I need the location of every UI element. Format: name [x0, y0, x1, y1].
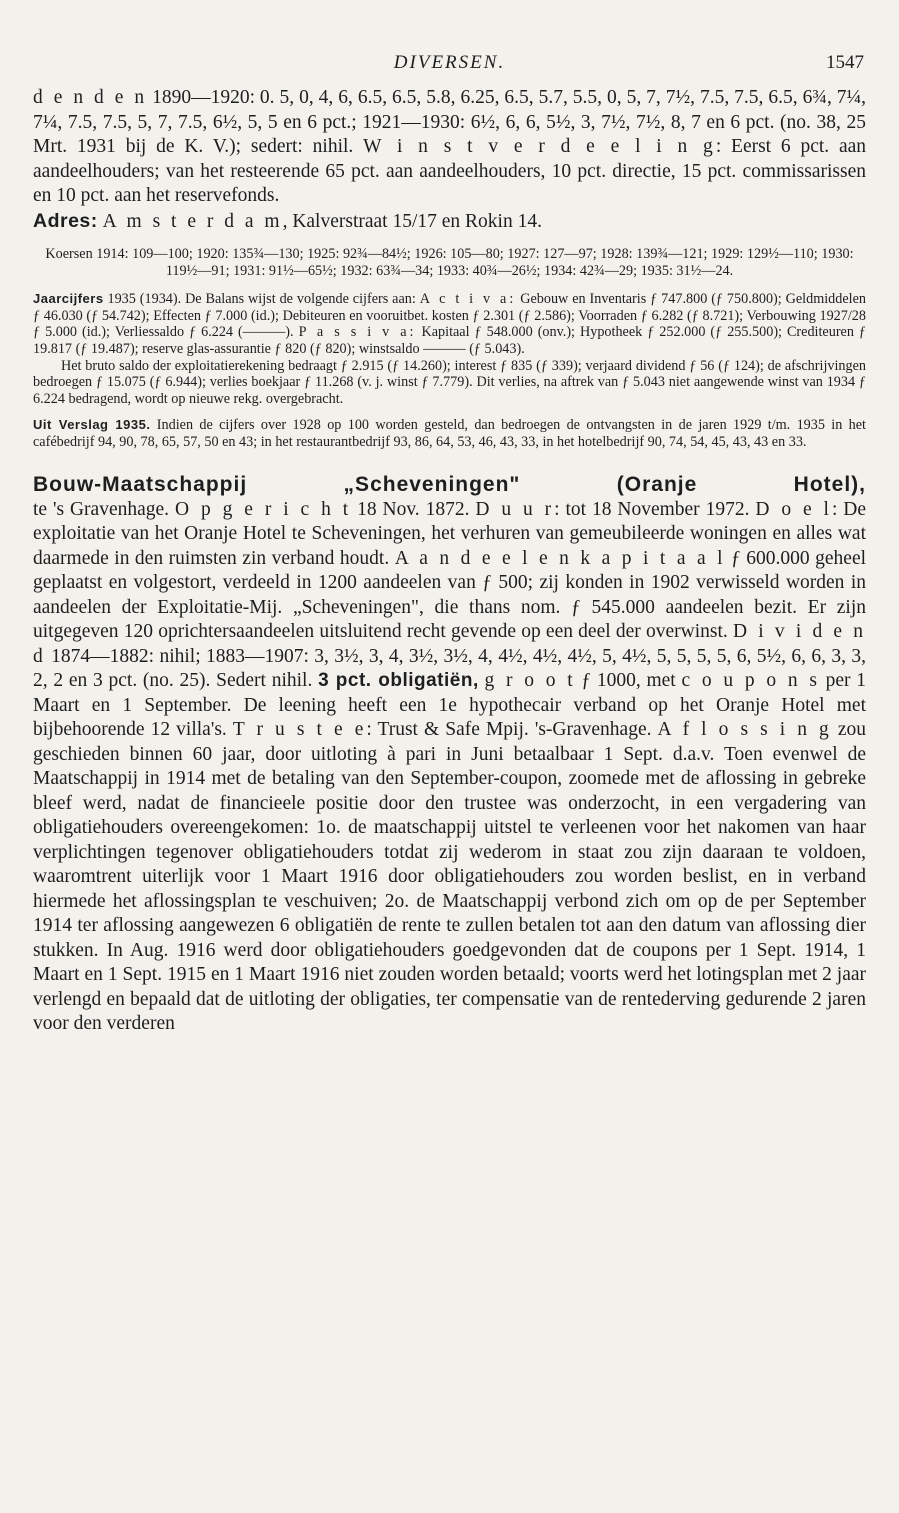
passiva-text: Kapitaal ƒ 548.000 (onv.); Hypotheek ƒ 252.000 (ƒ 255.500); Crediteuren ƒ 19.817 (ƒ 19.487); reserve glas-assurantie ƒ 820 (ƒ 820); winstsaldo ——— (ƒ 5.043).	[33, 324, 867, 357]
passiva-label: P a s s i v a:	[298, 324, 417, 341]
coupons-text: per 1 Maart en 1 September. De leening heeft een 1e hypothecair verband op het Oranje Hotel met bijbehoorende 12 villa's.	[33, 670, 867, 741]
trustee-text: : Trust & Safe Mpij. 's-Gravenhage.	[366, 719, 652, 741]
duur-label: D u u r	[475, 498, 555, 520]
doel-text: : De exploitatie van het Oranje Hotel te Scheveningen, het verhuren van gemeubileerde woningen en alles wat daarmede in den ruimsten zin verband houdt.	[33, 498, 867, 569]
adres-city: A m s t e r d a m	[102, 210, 283, 232]
groot-label: g r o o t	[484, 670, 576, 692]
activa-label: A c t i v a:	[419, 291, 517, 308]
verslag-paragraph	[33, 417, 866, 450]
running-head: DIVERSEN.	[393, 52, 506, 73]
dividend-lead: d e n d e n	[33, 87, 148, 108]
kapitaal-text: ƒ 600.000 geheel geplaatst en volgestort, verdeeld in 1200 aandeelen van ƒ 500; zij konden in 1902 verwisseld worden in aandeelen der Exploitatie-Mij. „Scheveningen", die thans nom. ƒ 545.000 aandeelen bezit. Er zijn uitgegeven 120 oprichtersaandeelen uitsluitend recht gevende op een deel der overwinst.	[33, 547, 867, 643]
prev-entry-address	[33, 209, 866, 235]
prev-entry-dividend	[33, 86, 866, 209]
groot-text: ƒ 1000, met	[581, 670, 676, 692]
company-location: te 's Gravenhage.	[33, 498, 170, 520]
verslag-label: Uit Verslag 1935.	[33, 417, 151, 433]
bruto-saldo-paragraph: Het bruto saldo der exploitatierekening bedraagt ƒ 2.915 (ƒ 14.260); interest ƒ 835 (ƒ 339); verjaard dividend ƒ 56 (ƒ 124); de afschrijvingen bedroegen ƒ 15.075 (ƒ 6.944); verlies boekjaar ƒ 11.268 (v. j. winst ƒ 7.779). Dit verlies, na aftrek van ƒ 5.043 niet aangewende winst van 1934 ƒ 6.224 bedragend, wordt op nieuwe rekg. overgebracht.	[33, 357, 866, 407]
adres-label: Adres:	[33, 209, 98, 232]
activa-text: Gebouw en Inventaris ƒ 747.800 (ƒ 750.800); Geldmiddelen ƒ 46.030 (ƒ 54.742); Effecten ƒ 7.000 (id.); Debiteuren en vooruitbet. kosten ƒ 2.301 (ƒ 2.586); Voorraden ƒ 6.282 (ƒ 8.721); Verbouwing 1927/28 ƒ 5.000 (id.); Verliessaldo ƒ 6.224 (———).	[33, 291, 867, 341]
company-body	[33, 498, 866, 1037]
page-header	[33, 50, 866, 86]
winst-text: : Eerst 6 pct. aan aandeelhouders; van het resteerende 65 pct. aan aandeelhouders, 10 pct. directie, 15 pct. commissarissen en 10 pct. aan het reservefonds.	[33, 136, 867, 206]
page-number: 1547	[826, 52, 864, 73]
opgericht-text: 18 Nov. 1872.	[357, 498, 470, 520]
company-title: Bouw-Maatschappij „Scheveningen" (Oranje Hotel),	[33, 472, 866, 496]
dividend-history: 1890—1920: 0. 5, 0, 4, 6, 6.5, 6.5, 5.8, 6.25, 6.5, 5.7, 5.5, 0, 5, 7, 7½, 7.5, 7.5, 6.5, 6¾, 7¼, 7¼, 7.5, 7.5, 5, 7, 7.5, 6½, 5, 5 en 6 pct.; 1921—1930: 6½, 6, 6, 5½, 3, 7½, 7½, 8, 7 en 6 pct. (no. 38, 25 Mrt. 1931 bij de K. V.); sedert: nihil.	[33, 87, 867, 157]
opgericht-label: O p g e r i c h t	[174, 498, 352, 520]
kapitaal-label: A a n d e e l e n k a p i t a a l	[394, 547, 726, 569]
adres-text: , Kalverstraat 15/17 en Rokin 14.	[282, 210, 542, 232]
duur-text: : tot 18 November 1972.	[554, 498, 750, 520]
aflossing-label: A f l o s s i n g	[657, 719, 832, 741]
koersen-table: Koersen 1914: 109—100; 1920: 135¾—130; 1925: 92¾—84½; 1926: 105—80; 1927: 127—97; 1928: 139¾—121; 1929: 129½—110; 1930: 119½—91; 1931: 91½—65½; 1932: 63¾—34; 1933: 40¾—26½; 1934: 42¾—29; 1935: 31½—24.	[45, 246, 854, 279]
trustee-label: T r u s t e e	[232, 719, 367, 741]
winst-label: W i n s t v e r d e e l i n g	[363, 136, 716, 157]
coupons-label: c o u p o n s	[681, 670, 820, 692]
doel-label: D o e l	[755, 498, 832, 520]
company-dividend-label: D i v i d e n d	[33, 621, 867, 667]
obligatien-label: 3 pct. obligatiën,	[318, 670, 479, 692]
company-dividend-text: 1874—1882: nihil; 1883—1907: 3, 3½, 3, 4, 3½, 3½, 4, 4½, 4½, 4½, 5, 4½, 5, 5, 5, 5, 6, 5½, 6, 6, 3, 3, 2, 2 en 3 pct. (no. 25). Sedert nihil.	[33, 645, 867, 692]
verslag-text: Indien de cijfers over 1928 op 100 worden gesteld, dan bedroegen de ontvangsten in de jaren 1929 t/m. 1935 in het cafébedrijf 94, 90, 78, 65, 57, 50 en 43; in het restaurantbedrijf 93, 86, 64, 53, 46, 43, 33, in het hotelbedrijf 90, 74, 54, 45, 43, 43 en 33.	[33, 417, 867, 450]
jaarcijfers-block	[33, 291, 866, 357]
jaarcijfers-label: Jaarcijfers	[33, 291, 104, 307]
aflossing-text: zou geschieden binnen 60 jaar, door uitloting à pari in Juni betaalbaar 1 Sept. d.a.v. Toen evenwel de Maatschappij in 1914 met de betaling van den September-coupon, zoomede met de aflossing in gebreke bleef werd, nadat de financieele positie door den trustee was onderzocht, in een vergadering van obligatiehouders overeengekomen: 1o. de maatschappij uitstel te verleenen voor het nakomen van haar verplichtingen tegenover obligatiehouders totdat zij wederom in staat zou zijn daaraan te voldoen, waaromtrent uiterlijk voor 1 Maart 1916 door obligatiehouders zou worden beslist, en in verband hiermede het aflossingsplan te veschuiven; 2o. de Maatschappij verbond zich om op de per September 1914 ter aflossing aangewezen 6 obligatiën de rente te zullen betalen tot aan den datum van aflossing dier stukken. In Aug. 1916 werd door obligatiehouders goedgevonden dat de coupons per 1 Sept. 1914, 1 Maart en 1 Sept. 1915 en 1 Maart 1916 niet zouden worden betaald; voorts werd het lotingsplan met 2 jaar verlengd en bepaald dat de uitloting der obligaties, ter compensatie van de rentederving gedurende 2 jaren voor den verderen	[33, 719, 867, 1035]
jaarcijfers-text: 1935 (1934). De Balans wijst de volgende cijfers aan:	[107, 291, 416, 308]
